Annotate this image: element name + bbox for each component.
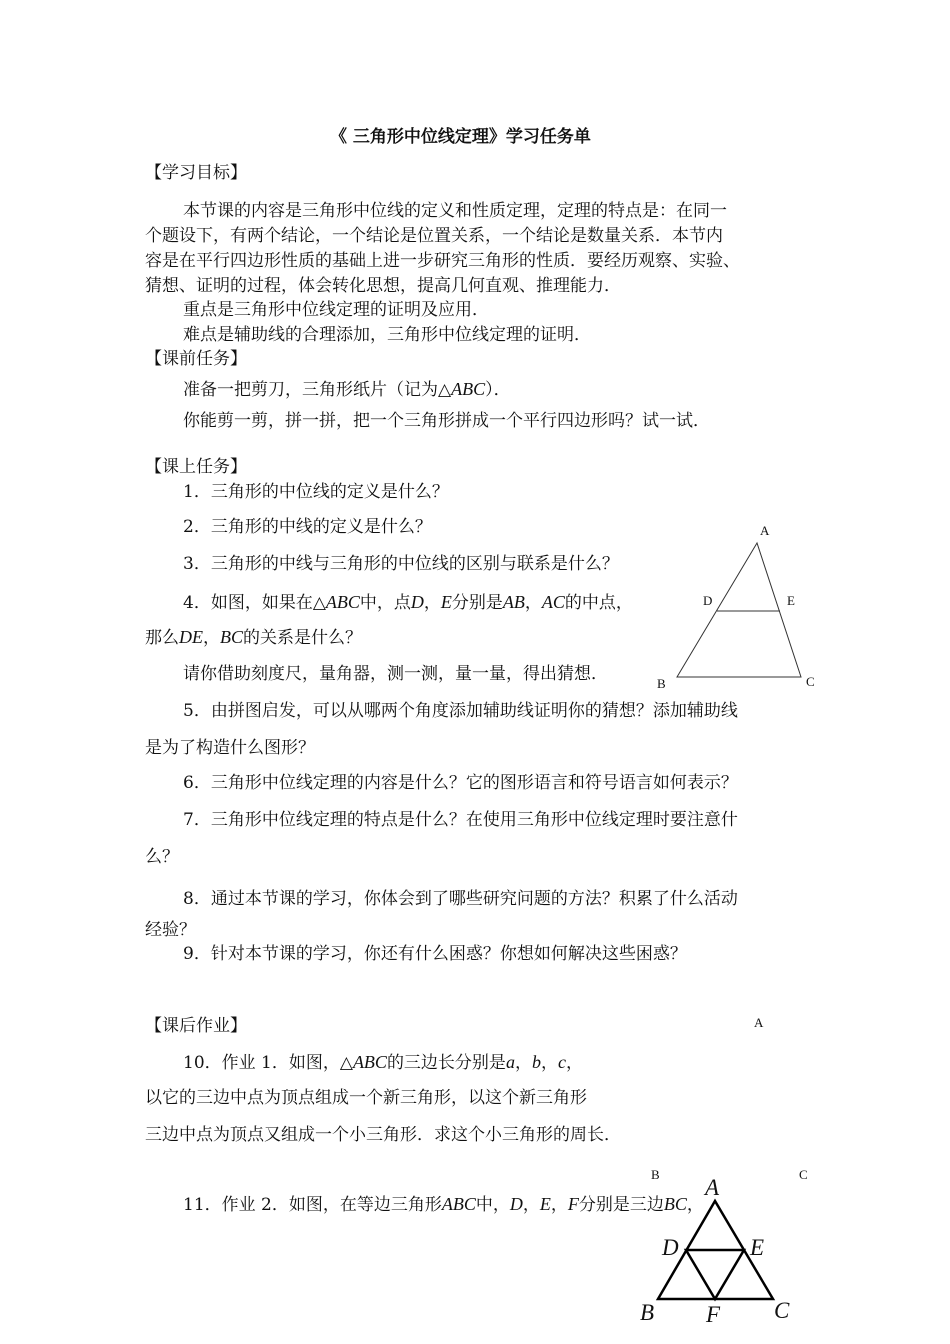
task-q4-line-2: 那么DE，BC的关系是什么？ xyxy=(145,627,363,648)
homework-q10-line-1: 10．作业 1．如图，△ABC的三边长分别是a，b，c， xyxy=(183,1052,583,1073)
homework-q11-line-1: 11．作业 2．如图，在等边三角形ABC中，D，E，F分别是三边BC， xyxy=(183,1194,704,1215)
goals-line-4: 猜想、证明的过程，体会转化思想，提高几何直观、推理能力． xyxy=(145,276,621,296)
goals-line-1: 本节课的内容是三角形中位线的定义和性质定理，定理的特点是：在同一 xyxy=(183,201,727,221)
section-heading-goals: 【学习目标】 xyxy=(145,163,247,183)
page-title: 《 三角形中位线定理》学习任务单 xyxy=(330,127,591,147)
section-heading-homework: 【课后作业】 xyxy=(145,1016,247,1036)
pre-line-1: 准备一把剪刀，三角形纸片（记为△ABC）． xyxy=(183,379,511,400)
task-q4-line-1: 4．如图，如果在△ABC中，点D，E分别是AB，AC的中点， xyxy=(183,592,633,613)
task-q1: 1．三角形的中位线的定义是什么？ xyxy=(183,482,449,502)
fig3-label-d: D xyxy=(662,1235,679,1260)
task-q5-line-2: 是为了构造什么图形？ xyxy=(145,738,315,758)
goals-line-3: 容是在平行四边形性质的基础上进一步研究三角形的性质．要经历观察、实验、 xyxy=(145,251,740,271)
fig1-label-a: A xyxy=(760,523,770,538)
task-q6: 6．三角形中位线定理的内容是什么？它的图形语言和符号语言如何表示？ xyxy=(183,773,738,793)
task-q5-line-1: 5．由拼图启发，可以从哪两个角度添加辅助线证明你的猜想？添加辅助线 xyxy=(183,701,738,721)
task-q4-line-3: 请你借助刻度尺，量角器，测一测，量一量，得出猜想． xyxy=(183,664,608,684)
homework-q10-line-2: 以它的三边中点为顶点组成一个新三角形，以这个新三角形 xyxy=(145,1088,587,1108)
fig3-label-f: F xyxy=(706,1302,721,1327)
fig1-label-c: C xyxy=(806,674,815,689)
goals-key-point: 重点是三角形中位线定理的证明及应用． xyxy=(183,300,489,320)
fig1-label-d: D xyxy=(703,593,713,608)
homework-q10-line-3: 三边中点为顶点又组成一个小三角形．求这个小三角形的周长． xyxy=(145,1125,621,1145)
fig3-label-c: C xyxy=(774,1298,790,1323)
task-q3: 3．三角形的中线与三角形的中位线的区别与联系是什么？ xyxy=(183,554,619,574)
goals-difficulty: 难点是辅助线的合理添加，三角形中位线定理的证明． xyxy=(183,325,591,345)
goals-line-2: 个题设下，有两个结论，一个结论是位置关系，一个结论是数量关系．本节内 xyxy=(145,226,723,246)
task-q2: 2．三角形的中线的定义是什么？ xyxy=(183,517,432,537)
triangle-abc-outline xyxy=(677,543,801,677)
task-q9: 9．针对本节课的学习，你还有什么困惑？你想如何解决这些困惑？ xyxy=(183,944,687,964)
fig3-label-b: B xyxy=(640,1300,655,1325)
fig3-label-e: E xyxy=(750,1235,765,1260)
fig2-label-b: B xyxy=(651,1167,660,1182)
task-q7-line-1: 7．三角形中位线定理的特点是什么？在使用三角形中位线定理时要注意什 xyxy=(183,810,738,830)
section-heading-class: 【课上任务】 xyxy=(145,457,247,477)
task-q8-line-2: 经验？ xyxy=(145,920,196,940)
section-heading-pre: 【课前任务】 xyxy=(145,349,247,369)
pre-line-2: 你能剪一剪，拼一拼，把一个三角形拼成一个平行四边形吗？试一试． xyxy=(183,411,710,431)
medial-triangle-def xyxy=(686,1250,744,1299)
fig2-label-a: A xyxy=(754,1015,764,1030)
fig2-label-c: C xyxy=(799,1167,808,1182)
fig1-label-b: B xyxy=(657,676,666,691)
task-q8-line-1: 8．通过本节课的学习，你体会到了哪些研究问题的方法？积累了什么活动 xyxy=(183,889,738,909)
fig3-label-a: A xyxy=(705,1175,720,1200)
fig1-label-e: E xyxy=(787,593,795,608)
task-q7-line-2: 么？ xyxy=(145,847,179,867)
